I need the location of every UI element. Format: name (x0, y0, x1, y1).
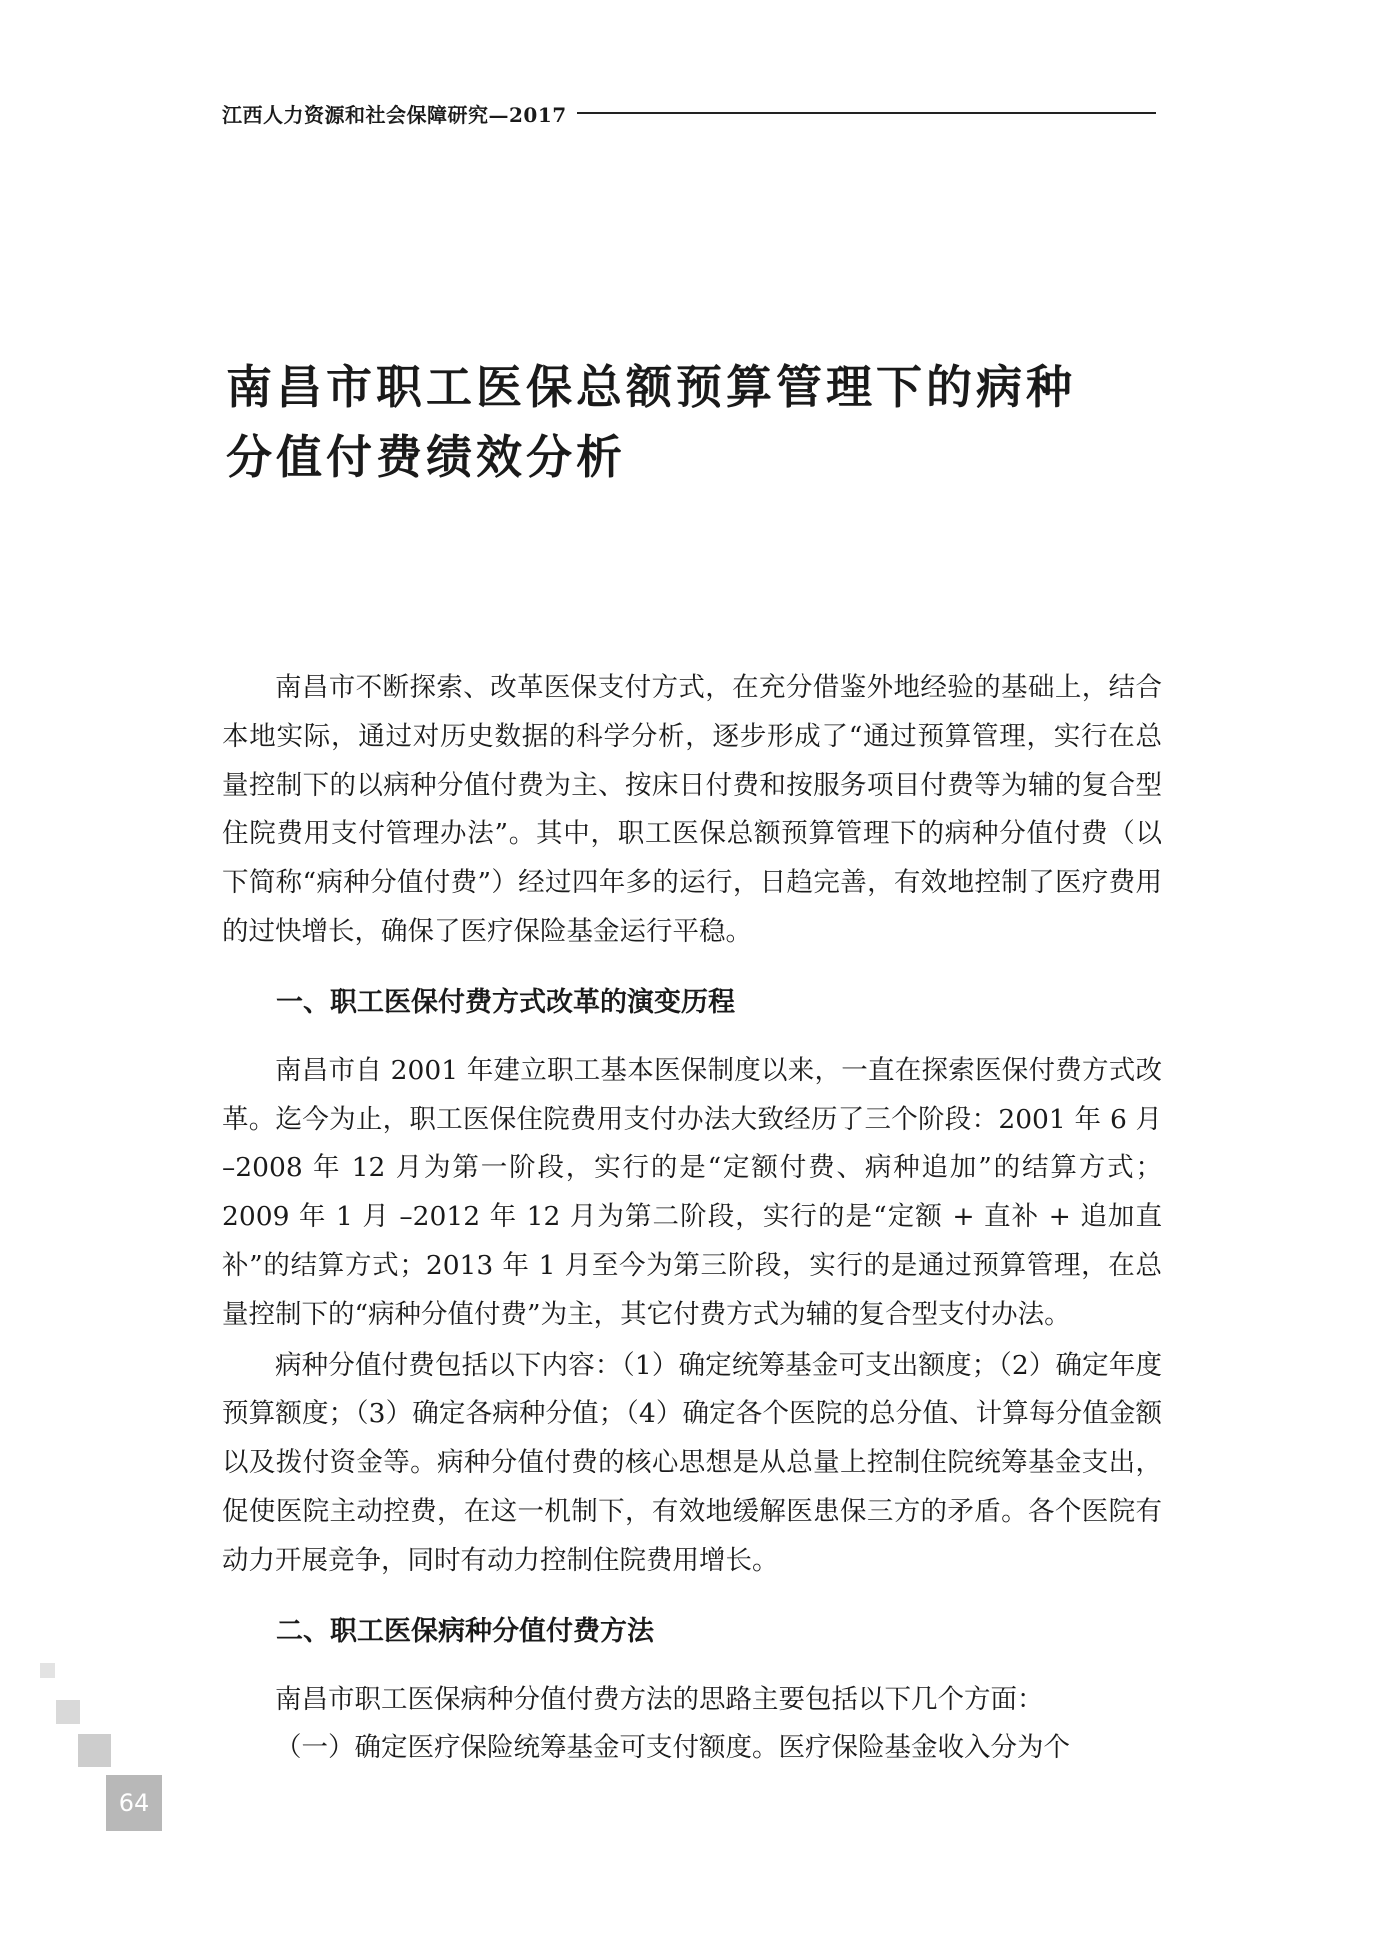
running-header-rule (577, 112, 1156, 114)
article-title-line-2: 分值付费绩效分析 (226, 430, 626, 484)
section-1-paragraph-1: 南昌市自 2001 年建立职工基本医保制度以来，一直在探索医保付费方式改革。迄今为止，职工医保住院费用支付办法大致经历了三个阶段：2001 年 6 月 –2008 年 12 月为第一阶段，实行的是“定额付费、病种追加”的结算方式；2009 年 1 月 –2012 年 12 月为第二阶段，实行的是“定额 + 直补 + 追加直补”的结算方式；2013 年 1 月至今为第三阶段，实行的是通过预算管理，在总量控制下的“病种分值付费”为主，其它付费方式为辅的复合型支付办法。 (222, 1054, 1162, 1330)
article-title (226, 352, 1126, 492)
section-2-paragraph-2: （一）确定医疗保险统筹基金可支付额度。医疗保险基金收入分为个 (275, 1732, 1070, 1764)
section-2-heading: 二、职工医保病种分值付费方法 (276, 1615, 654, 1647)
intro-paragraph: 南昌市不断探索、改革医保支付方式，在充分借鉴外地经验的基础上，结合本地实际，通过对历史数据的科学分析，逐步形成了“通过预算管理，实行在总量控制下的以病种分值付费为主、按床日付费和按服务项目付费等为辅的复合型住院费用支付管理办法”。其中，职工医保总额预算管理下的病种分值付费（以下简称“病种分值付费”）经过四年多的运行，日趋完善，有效地控制了医疗费用的过快增长，确保了医疗保险基金运行平稳。 (222, 672, 1162, 947)
article-body (222, 664, 1162, 1773)
decorative-square-medium (56, 1700, 80, 1724)
page-number: 64 (106, 1775, 162, 1831)
running-header-title: 江西人力资源和社会保障研究—2017 (222, 102, 567, 127)
section-2-paragraph-1: 南昌市职工医保病种分值付费方法的思路主要包括以下几个方面： (275, 1683, 1044, 1715)
section-1-paragraph-2: 病种分值付费包括以下内容：（1）确定统筹基金可支出额度；（2）确定年度预算额度；（3）确定各病种分值；（4）确定各个医院的总分值、计算每分值金额以及拨付资金等。病种分值付费的核心思想是从总量上控制住院统筹基金支出，促使医院主动控费，在这一机制下，有效地缓解医患保三方的矛盾。各个医院有动力开展竞争，同时有动力控制住院费用增长。 (222, 1349, 1162, 1576)
decorative-square-small (40, 1663, 55, 1678)
article-title-line-1: 南昌市职工医保总额预算管理下的病种 (226, 360, 1076, 414)
running-header (222, 96, 1156, 130)
section-1-heading: 一、职工医保付费方式改革的演变历程 (276, 986, 735, 1018)
decorative-square-large (78, 1734, 111, 1767)
